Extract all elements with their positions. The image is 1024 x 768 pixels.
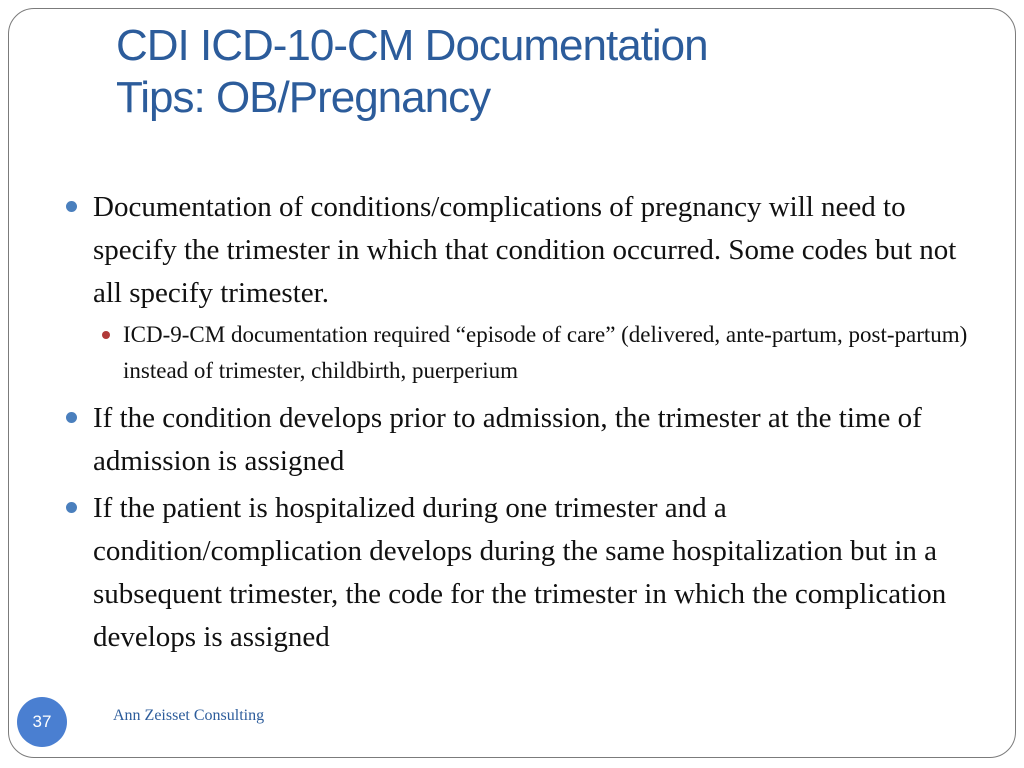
slide-number-badge: 37 [17,697,67,747]
slide-title [116,20,976,124]
footer-text: Ann Zeisset Consulting [113,707,265,724]
sub-bullet-dot-icon [102,331,110,339]
bullet-text: If the patient is hospitalized during one trimester and a condition/complication develops during the same hospitalization but in a subsequent trimester, the code for the trimester in which the complication develops is assigned [93,492,947,653]
bullet-list [60,186,970,663]
sub-bullet-text: ICD-9-CM documentation required “episode of care” (delivered, ante-partum, post-partum) instead of trimester, childbirth, puerperium [123,322,968,383]
bullet-text: Documentation of conditions/complications of pregnancy will need to specify the trimester in which that condition occurred. Some codes but not all specify trimester. [93,191,957,309]
bullet-item-1 [60,186,970,315]
title-line-1: CDI ICD-10-CM Documentation [116,21,708,70]
bullet-dot-icon [66,502,77,513]
title-line-2: Tips: OB/Pregnancy [116,73,491,122]
bullet-dot-icon [66,201,77,212]
bullet-text: If the condition develops prior to admission, the trimester at the time of admission is assigned [93,402,922,477]
bullet-dot-icon [66,412,77,423]
bullet-item-2 [60,397,970,483]
bullet-item-3 [60,487,970,659]
sub-bullet-item-1 [60,317,970,389]
